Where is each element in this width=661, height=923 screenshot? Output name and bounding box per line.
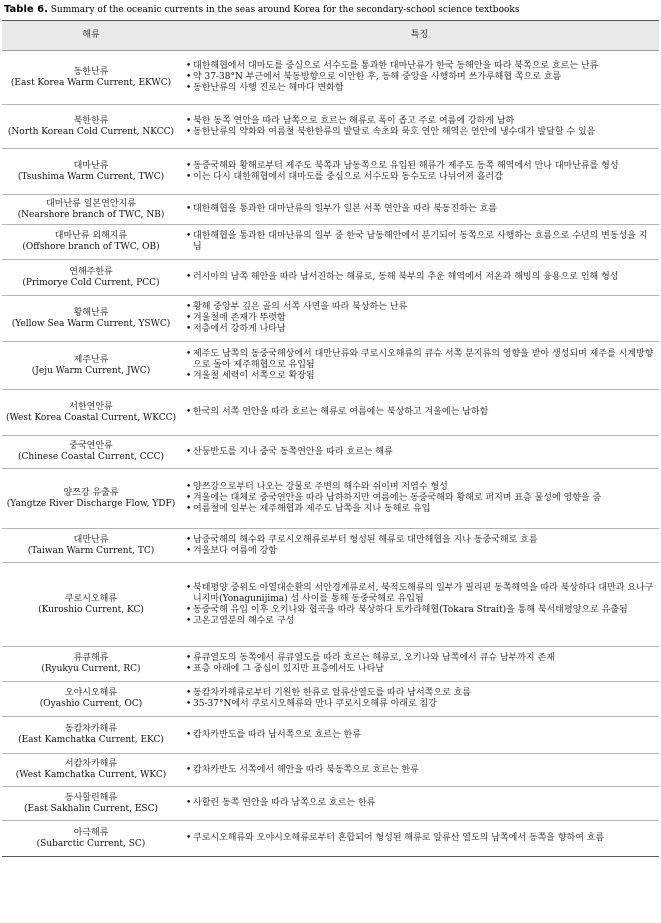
feature-item	[186, 493, 655, 504]
table-row	[2, 390, 659, 436]
current-name-cell	[2, 529, 180, 563]
feature-text: 양쯔강으로부터 나오는 강물로 주변의 해수와 쉬이며 저염수 형성	[193, 482, 448, 492]
current-name-korean: 대마난류 외해지류	[54, 231, 128, 241]
current-features-cell	[180, 51, 659, 105]
feature-list	[186, 535, 655, 557]
feature-list	[186, 447, 655, 458]
current-name-korean: 오야시오해류	[64, 688, 118, 698]
current-features-cell	[180, 529, 659, 563]
bullet-icon: •	[186, 115, 192, 126]
feature-item	[186, 83, 655, 94]
feature-item	[186, 313, 655, 324]
table-row	[2, 436, 659, 469]
current-name-korean: 동한난류	[73, 66, 109, 77]
bullet-icon: •	[186, 407, 192, 417]
table-row	[2, 296, 659, 342]
feature-text: 북태평양 중위도 아열대순환의 서안경계류로서, 북적도해류의 일부가 필리핀 동쪽해역을 따라 북상하다 대만과 요나구니지마(Yonagunijima) 섬 사이를 통해 동중국해로 유입됨	[193, 582, 654, 604]
bullet-icon: •	[186, 604, 192, 615]
table-row	[2, 51, 659, 105]
bullet-icon: •	[186, 833, 192, 843]
table-row	[2, 682, 659, 717]
feature-item	[186, 653, 655, 664]
table-caption	[2, 4, 659, 16]
bullet-icon: •	[186, 313, 192, 323]
currents-table	[2, 20, 659, 857]
table-row	[2, 260, 659, 296]
table-row	[2, 469, 659, 529]
feature-item	[186, 72, 655, 83]
current-features-cell	[180, 195, 659, 225]
feature-text: 표층 아래에 그 중심이 있지만 표층에서도 나타남	[193, 664, 385, 674]
table-row	[2, 821, 659, 857]
current-features-cell	[180, 390, 659, 436]
feature-list	[186, 61, 655, 94]
current-name-english: (Nearshore branch of TWC, NB)	[17, 209, 165, 220]
current-name-english: (Subarctic Current, SC)	[36, 838, 146, 849]
table-row	[2, 105, 659, 149]
current-name-english: (Yellow Sea Warm Current, YSWC)	[11, 318, 171, 329]
current-features-cell	[180, 821, 659, 857]
table-caption-label: Table 6.	[4, 4, 48, 15]
bullet-icon: •	[186, 446, 192, 457]
table-header-row	[2, 21, 659, 51]
current-name-korean: 연해주한류	[69, 266, 113, 277]
feature-list	[186, 302, 655, 335]
feature-text: 황해 중앙부 깊은 골의 서쪽 사면을 따라 북상하는 난류	[193, 302, 408, 312]
feature-text: 류큐열도의 동쪽에서 류큐열도를 따라 흐르는 해류로, 오키나와 남쪽에서 큐슈 남부까지 존재	[193, 653, 555, 663]
current-name-english: (Jeju Warm Current, JWC)	[31, 365, 151, 376]
feature-item	[186, 482, 655, 493]
bullet-icon: •	[186, 493, 192, 503]
feature-item	[186, 535, 655, 546]
feature-item	[186, 447, 655, 458]
feature-text: 겨울에는 대체로 중국연안을 따라 남하하지만 여름에는 동중국해와 황해로 퍼지며 표층 물성에 영향을 줌	[193, 493, 602, 503]
current-name-korean: 서캄차카해류	[64, 759, 118, 769]
bullet-icon: •	[186, 798, 192, 808]
feature-text: 캄차카반도를 따라 남서쪽으로 흐르는 한류	[193, 729, 361, 740]
current-name-cell	[2, 436, 180, 469]
feature-text: 약 37-38°N 부근에서 북동방향으로 이안한 후, 동해 중앙을 사행하며 쓰가루해협 쪽으로 흐름	[193, 72, 562, 82]
feature-item	[186, 172, 655, 183]
feature-item	[186, 127, 655, 138]
current-name-cell	[2, 296, 180, 342]
current-features-cell	[180, 563, 659, 647]
current-name-cell	[2, 647, 180, 682]
current-features-cell	[180, 225, 659, 260]
bullet-icon: •	[186, 126, 192, 137]
bullet-icon: •	[186, 699, 192, 709]
current-name-cell	[2, 51, 180, 105]
table-row	[2, 717, 659, 754]
feature-text: 동한난류의 사행 진로는 해마다 변화함	[193, 83, 344, 93]
current-name-cell	[2, 342, 180, 390]
current-features-cell	[180, 436, 659, 469]
feature-item	[186, 349, 655, 371]
current-name-english: (Primorye Cold Current, PCC)	[22, 277, 160, 288]
feature-item	[186, 798, 655, 809]
table-row	[2, 342, 659, 390]
feature-item	[186, 324, 655, 335]
current-name-cell	[2, 390, 180, 436]
feature-item	[186, 765, 655, 776]
current-features-cell	[180, 682, 659, 717]
bullet-icon: •	[186, 171, 192, 182]
feature-text: 동캄차카해류로부터 기원한 한류로 알류산열도를 따라 남서쪽으로 흐름	[193, 688, 471, 698]
feature-text: 산둥반도를 지나 중국 동쪽연안을 따라 흐르는 해류	[193, 446, 393, 457]
bullet-icon: •	[186, 582, 192, 593]
feature-list	[186, 231, 655, 253]
current-name-english: (East Sakhalin Current, ESC)	[24, 803, 158, 814]
feature-item	[186, 504, 655, 515]
feature-text: 겨울철 세력이 서쪽으로 확장됨	[193, 371, 315, 381]
current-name-english: (Taiwan Warm Current, TC)	[27, 545, 155, 556]
feature-text: 사할린 동쪽 연안을 따라 남쪽으로 흐르는 한류	[193, 798, 376, 808]
current-name-english: (Offshore branch of TWC, OB)	[22, 242, 160, 252]
feature-text: 한국의 서쪽 연안을 따라 흐르는 해류로 여름에는 북상하고 겨울에는 남하함	[193, 407, 489, 417]
feature-list	[186, 204, 655, 215]
current-name-korean: 서한연안류	[69, 401, 113, 412]
feature-list	[186, 161, 655, 183]
table-row	[2, 195, 659, 225]
feature-list	[186, 583, 655, 627]
bullet-icon: •	[186, 371, 192, 381]
current-name-english: (North Korean Cold Current, NKCC)	[7, 126, 175, 137]
feature-item	[186, 272, 655, 283]
bullet-icon: •	[186, 72, 192, 82]
feature-item	[186, 605, 655, 616]
current-name-cell	[2, 105, 180, 149]
feature-text: 남중국해의 해수와 쿠로시오해류로부터 형성된 해류로 대만해협을 지나 동중국해로 흐름	[193, 534, 538, 545]
bullet-icon: •	[186, 764, 192, 775]
feature-text: 동중국해와 황해로부터 제주도 북쪽과 남동쪽으로 유입된 해류가 제주도 동쪽 해역에서 만나 대마난류를 형성	[193, 160, 619, 171]
bullet-icon: •	[186, 349, 192, 359]
feature-text: 35-37°N에서 쿠로시오해류와 만나 쿠로시오해류 아래로 침강	[193, 699, 437, 709]
table-row	[2, 149, 659, 195]
feature-item	[186, 231, 655, 253]
feature-list	[186, 688, 655, 710]
bullet-icon: •	[186, 729, 192, 740]
feature-item	[186, 664, 655, 675]
current-features-cell	[180, 469, 659, 529]
feature-text: 이는 다시 대한해협에서 대마도를 중심으로 서수도와 동수도로 나뉘어져 흘러감	[193, 171, 503, 182]
feature-text: 동한난류의 약화와 여름철 북한한류의 발달로 속초와 묵호 연안 해역은 연안에 냉수대가 발달할 수 있음	[193, 126, 596, 137]
bullet-icon: •	[186, 545, 192, 556]
current-name-korean: 제주난류	[73, 354, 109, 365]
bullet-icon: •	[186, 302, 192, 312]
bullet-icon: •	[186, 664, 192, 674]
feature-item	[186, 699, 655, 710]
current-name-cell	[2, 821, 180, 857]
feature-text: 캄차카반도 서쪽에서 해안을 따라 북동쪽으로 흐르는 한류	[193, 764, 419, 775]
bullet-icon: •	[186, 615, 192, 626]
current-features-cell	[180, 342, 659, 390]
current-name-cell	[2, 469, 180, 529]
current-name-cell	[2, 563, 180, 647]
feature-text: 러시아의 남쪽 해안을 따라 남서진하는 해류로, 동해 북부의 추운 해역에서 저온과 해빙의 융용으로 인해 형성	[193, 272, 619, 282]
bullet-icon: •	[186, 160, 192, 171]
current-features-cell	[180, 754, 659, 787]
feature-item	[186, 833, 655, 844]
bullet-icon: •	[186, 324, 192, 334]
current-name-korean: 양쯔강 유출류	[63, 487, 119, 498]
feature-item	[186, 302, 655, 313]
table-row	[2, 563, 659, 647]
table-row	[2, 754, 659, 787]
current-name-korean: 중국연안류	[69, 441, 113, 451]
current-name-cell	[2, 260, 180, 296]
current-name-korean: 대마난류	[73, 160, 109, 171]
current-name-cell	[2, 195, 180, 225]
current-name-korean: 아극해류	[73, 827, 109, 838]
feature-item	[186, 407, 655, 418]
feature-item	[186, 116, 655, 127]
current-name-cell	[2, 754, 180, 787]
feature-item	[186, 583, 655, 605]
table-caption-text: Summary of the oceanic currents in the seas around Korea for the secondary-school science textbooks	[50, 5, 520, 15]
current-features-cell	[180, 787, 659, 821]
current-name-korean: 황해난류	[73, 307, 109, 318]
feature-text: 동중국해 유입 이후 오키나와 협곡을 따라 북상하다 토카라해협(Tokara Strait)을 통해 북서태평양으로 유출됨	[193, 604, 628, 615]
bullet-icon: •	[186, 272, 192, 282]
feature-list	[186, 653, 655, 675]
current-name-korean: 쿠로시오해류	[64, 593, 118, 604]
feature-list	[186, 407, 655, 418]
current-name-cell	[2, 225, 180, 260]
feature-text: 고온고염분의 해수로 구성	[193, 615, 295, 626]
current-name-english: (East Korea Warm Current, EKWC)	[10, 77, 172, 88]
current-name-korean: 동캄차카해류	[64, 724, 118, 734]
current-features-cell	[180, 717, 659, 754]
bullet-icon: •	[186, 204, 192, 214]
bullet-icon: •	[186, 653, 192, 663]
feature-list	[186, 765, 655, 776]
feature-list	[186, 833, 655, 844]
feature-text: 대한해협을 통과한 대마난류의 일부 중 한국 남동해안에서 분기되어 동쪽으로 사행하는 흐름으로 수년의 변동성을 지님	[193, 231, 648, 252]
current-name-korean: 대마난류 일본연안지류	[46, 198, 136, 209]
feature-text: 제주도 남쪽의 동중국해상에서 대만난류와 쿠로시오해류의 큐슈 서쪽 분지류의 영향을 받아 생성되며 제주를 시계방향으로 돌아 제주해협으로 유입됨	[193, 349, 654, 370]
current-name-english: (Oyashio Current, OC)	[39, 699, 143, 709]
bullet-icon: •	[186, 534, 192, 545]
feature-item	[186, 161, 655, 172]
feature-list	[186, 482, 655, 515]
table-row	[2, 787, 659, 821]
feature-text: 겨울철에 존재가 뚜렷함	[193, 313, 286, 323]
feature-list	[186, 349, 655, 382]
current-features-cell	[180, 647, 659, 682]
current-name-english: (Tsushima Warm Current, TWC)	[17, 171, 165, 182]
current-name-korean: 류큐해류	[73, 653, 109, 663]
feature-list	[186, 730, 655, 741]
feature-item	[186, 730, 655, 741]
bullet-icon: •	[186, 231, 192, 241]
bullet-icon: •	[186, 688, 192, 698]
current-name-english: (Yangtze River Discharge Flow, YDF)	[6, 498, 176, 509]
current-name-english: (West Korea Coastal Current, WKCC)	[6, 412, 176, 423]
header-features: 특징	[180, 21, 659, 51]
current-name-english: (West Kamchatka Current, WKC)	[15, 770, 167, 780]
bullet-icon: •	[186, 83, 192, 93]
table-row	[2, 529, 659, 563]
current-name-korean: 대만난류	[73, 534, 109, 545]
feature-text: 쿠로시오해류와 오야시오해류로부터 혼합되어 형성된 해류로 알류산 열도의 남쪽에서 동쪽을 향하여 흐름	[193, 833, 605, 843]
feature-text: 겨울보다 여름에 강함	[193, 545, 277, 556]
feature-item	[186, 61, 655, 72]
feature-item	[186, 688, 655, 699]
current-name-korean: 동사할린해류	[64, 792, 118, 803]
current-name-cell	[2, 682, 180, 717]
current-features-cell	[180, 149, 659, 195]
table-row	[2, 647, 659, 682]
table-figure	[2, 4, 659, 857]
current-features-cell	[180, 105, 659, 149]
current-name-english: (Kuroshio Current, KC)	[38, 604, 144, 615]
feature-text: 저층에서 강하게 나타남	[193, 324, 286, 334]
current-name-korean: 북한한류	[73, 115, 109, 126]
feature-item	[186, 204, 655, 215]
feature-item	[186, 616, 655, 627]
header-current: 해류	[2, 21, 180, 51]
bullet-icon: •	[186, 482, 192, 492]
feature-list	[186, 116, 655, 138]
feature-text: 여름철에 일부는 제주해협과 제주도 남쪽을 지나 동해로 유입	[193, 504, 431, 514]
current-name-english: (Ryukyu Current, RC)	[41, 664, 141, 674]
feature-list	[186, 798, 655, 809]
current-name-english: (East Kamchatka Current, EKC)	[18, 735, 164, 745]
table-row	[2, 225, 659, 260]
current-name-cell	[2, 717, 180, 754]
feature-item	[186, 546, 655, 557]
feature-list	[186, 272, 655, 283]
feature-text: 북한 동쪽 연안을 따라 남쪽으로 흐르는 해류로 폭이 좁고 주로 여름에 강하게 남하	[193, 115, 515, 126]
feature-text: 대한해협에서 대마도를 중심으로 서수도를 통과한 대마난류가 한국 동해안을 따라 북쪽으로 흐르는 난류	[193, 61, 599, 71]
current-name-cell	[2, 149, 180, 195]
feature-text: 대한해협을 통과한 대마난류의 일부가 일본 서쪽 연안을 따라 북동진하는 흐름	[193, 204, 497, 214]
feature-item	[186, 371, 655, 382]
table-body	[2, 51, 659, 857]
bullet-icon: •	[186, 61, 192, 71]
current-name-cell	[2, 787, 180, 821]
current-name-english: (Chinese Coastal Current, CCC)	[18, 452, 164, 462]
current-features-cell	[180, 296, 659, 342]
current-features-cell	[180, 260, 659, 296]
bullet-icon: •	[186, 504, 192, 514]
